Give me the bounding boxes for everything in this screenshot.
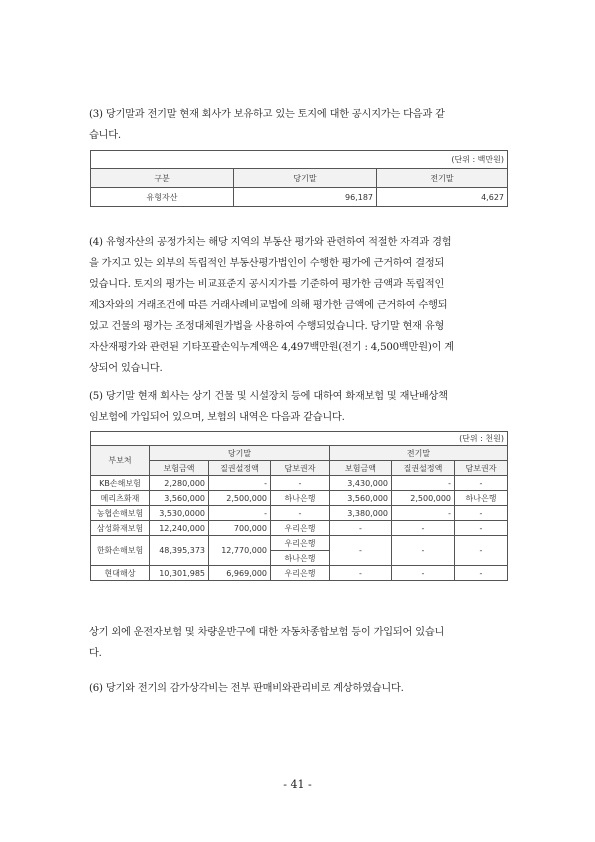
cell: 2,280,000 <box>150 476 209 491</box>
cell: - <box>271 506 330 521</box>
cell: - <box>392 476 455 491</box>
cell: - <box>455 566 508 581</box>
text-line: (6) 당기와 전기의 감가상각비는 전부 판매비와관리비로 계상하였습니다. <box>89 683 404 694</box>
cell: - <box>209 476 271 491</box>
row-label: 유형자산 <box>91 188 234 207</box>
cell: - <box>330 536 392 566</box>
text-line: 제3자와의 거래조건에 따른 거래사례비교법에 의해 평가한 금액에 근거하여 수행되 <box>89 300 448 311</box>
insurer-name: 삼성화재보험 <box>91 521 150 536</box>
cell: 우리은행 <box>271 521 330 536</box>
header-current: 당기말 <box>234 169 377 188</box>
prior-value: 4,627 <box>377 188 508 207</box>
text-line: (5) 당기말 현재 회사는 상기 건물 및 시설장치 등에 대하여 화재보험 및 재난배상책 <box>89 391 448 402</box>
header-prior-period: 전기말 <box>330 446 508 461</box>
unit-label: (단위 : 백만원) <box>91 151 508 169</box>
header-current-period: 당기말 <box>150 446 330 461</box>
cell: 3,560,000 <box>150 491 209 506</box>
table-row <box>91 566 508 581</box>
header-insurer: 부보처 <box>91 446 150 476</box>
text-line: 임보험에 가입되어 있으며, 보험의 내역은 다음과 같습니다. <box>89 412 345 423</box>
cell: - <box>455 521 508 536</box>
text-line: 습니다. <box>89 130 121 141</box>
cell: 2,500,000 <box>392 491 455 506</box>
text-line: 을 가지고 있는 외부의 독립적인 부동산평가법인이 수행한 평가에 근거하여 결정되 <box>89 258 445 269</box>
cell: 하나은행 <box>271 491 330 506</box>
section-4-paragraph <box>89 232 509 379</box>
current-value: 96,187 <box>234 188 377 207</box>
insurer-name: KB손해보험 <box>91 476 150 491</box>
insurer-name: 메리츠화재 <box>91 491 150 506</box>
table-row <box>91 521 508 536</box>
cell: 12,770,000 <box>209 536 271 566</box>
header-insured-amount: 보험금액 <box>150 461 209 476</box>
insurer-name: 농협손해보험 <box>91 506 150 521</box>
cell: 3,530,0000 <box>150 506 209 521</box>
header-pledge-amount: 질권설정액 <box>209 461 271 476</box>
table-row <box>91 536 508 551</box>
cell: - <box>330 566 392 581</box>
land-price-table <box>90 150 508 207</box>
cell: - <box>392 506 455 521</box>
cell: 우리은행 <box>271 536 330 551</box>
section-3-paragraph <box>89 104 509 146</box>
cell: 12,240,000 <box>150 521 209 536</box>
cell: - <box>455 536 508 566</box>
cell: 2,500,000 <box>209 491 271 506</box>
cell: 6,969,000 <box>209 566 271 581</box>
text-line: (3) 당기말과 전기말 현재 회사가 보유하고 있는 토지에 대한 공시지가는 다음과 같 <box>89 109 445 120</box>
text-line: (4) 유형자산의 공정가치는 해당 지역의 부동산 평가와 관련하여 적절한 자격과 경험 <box>89 237 452 248</box>
cell: - <box>392 566 455 581</box>
header-insured-amount: 보험금액 <box>330 461 392 476</box>
cell: - <box>209 506 271 521</box>
text-line: 다. <box>89 648 102 659</box>
text-line: 었습니다. 토지의 평가는 비교표준지 공시지가를 기준하여 평가한 금액과 독립적인 <box>89 279 445 290</box>
cell: 10,301,985 <box>150 566 209 581</box>
insurance-table <box>90 431 508 581</box>
cell: 3,560,000 <box>330 491 392 506</box>
text-line: 상기 외에 운전자보험 및 차량운반구에 대한 자동차종합보험 등이 가입되어 있습니 <box>89 627 445 638</box>
insurer-name: 한화손해보험 <box>91 536 150 566</box>
section-5-paragraph <box>89 386 509 428</box>
header-collateral-holder: 담보권자 <box>271 461 330 476</box>
cell: 우리은행 <box>271 566 330 581</box>
header-prior: 전기말 <box>377 169 508 188</box>
cell: 3,430,000 <box>330 476 392 491</box>
header-collateral-holder: 담보권자 <box>455 461 508 476</box>
unit-label: (단위 : 천원) <box>91 432 508 446</box>
cell: 48,395,373 <box>150 536 209 566</box>
header-pledge-amount: 질권설정액 <box>392 461 455 476</box>
text-line: 었고 건물의 평가는 조정대체원가법을 사용하여 수행되었습니다. 당기말 현재 유형 <box>89 321 445 332</box>
cell: - <box>455 506 508 521</box>
page-number: - 41 - <box>283 778 312 791</box>
cell: - <box>330 521 392 536</box>
header-category: 구분 <box>91 169 234 188</box>
cell: - <box>392 521 455 536</box>
cell: 700,000 <box>209 521 271 536</box>
section-6-paragraph <box>89 678 509 699</box>
text-line: 상되어 있습니다. <box>89 363 163 374</box>
table-row <box>91 188 508 207</box>
table-row <box>91 476 508 491</box>
text-line: 자산재평가와 관련된 기타포괄손익누계액은 4,497백만원(전기 : 4,500백만원)이 계 <box>89 342 454 353</box>
cell: 하나은행 <box>455 491 508 506</box>
cell: 하나은행 <box>271 551 330 566</box>
cell: - <box>392 536 455 566</box>
insurer-name: 현대해상 <box>91 566 150 581</box>
cell: - <box>271 476 330 491</box>
cell: - <box>455 476 508 491</box>
coverage-note-paragraph <box>89 622 509 664</box>
cell: 3,380,000 <box>330 506 392 521</box>
table-row <box>91 506 508 521</box>
table-row <box>91 491 508 506</box>
